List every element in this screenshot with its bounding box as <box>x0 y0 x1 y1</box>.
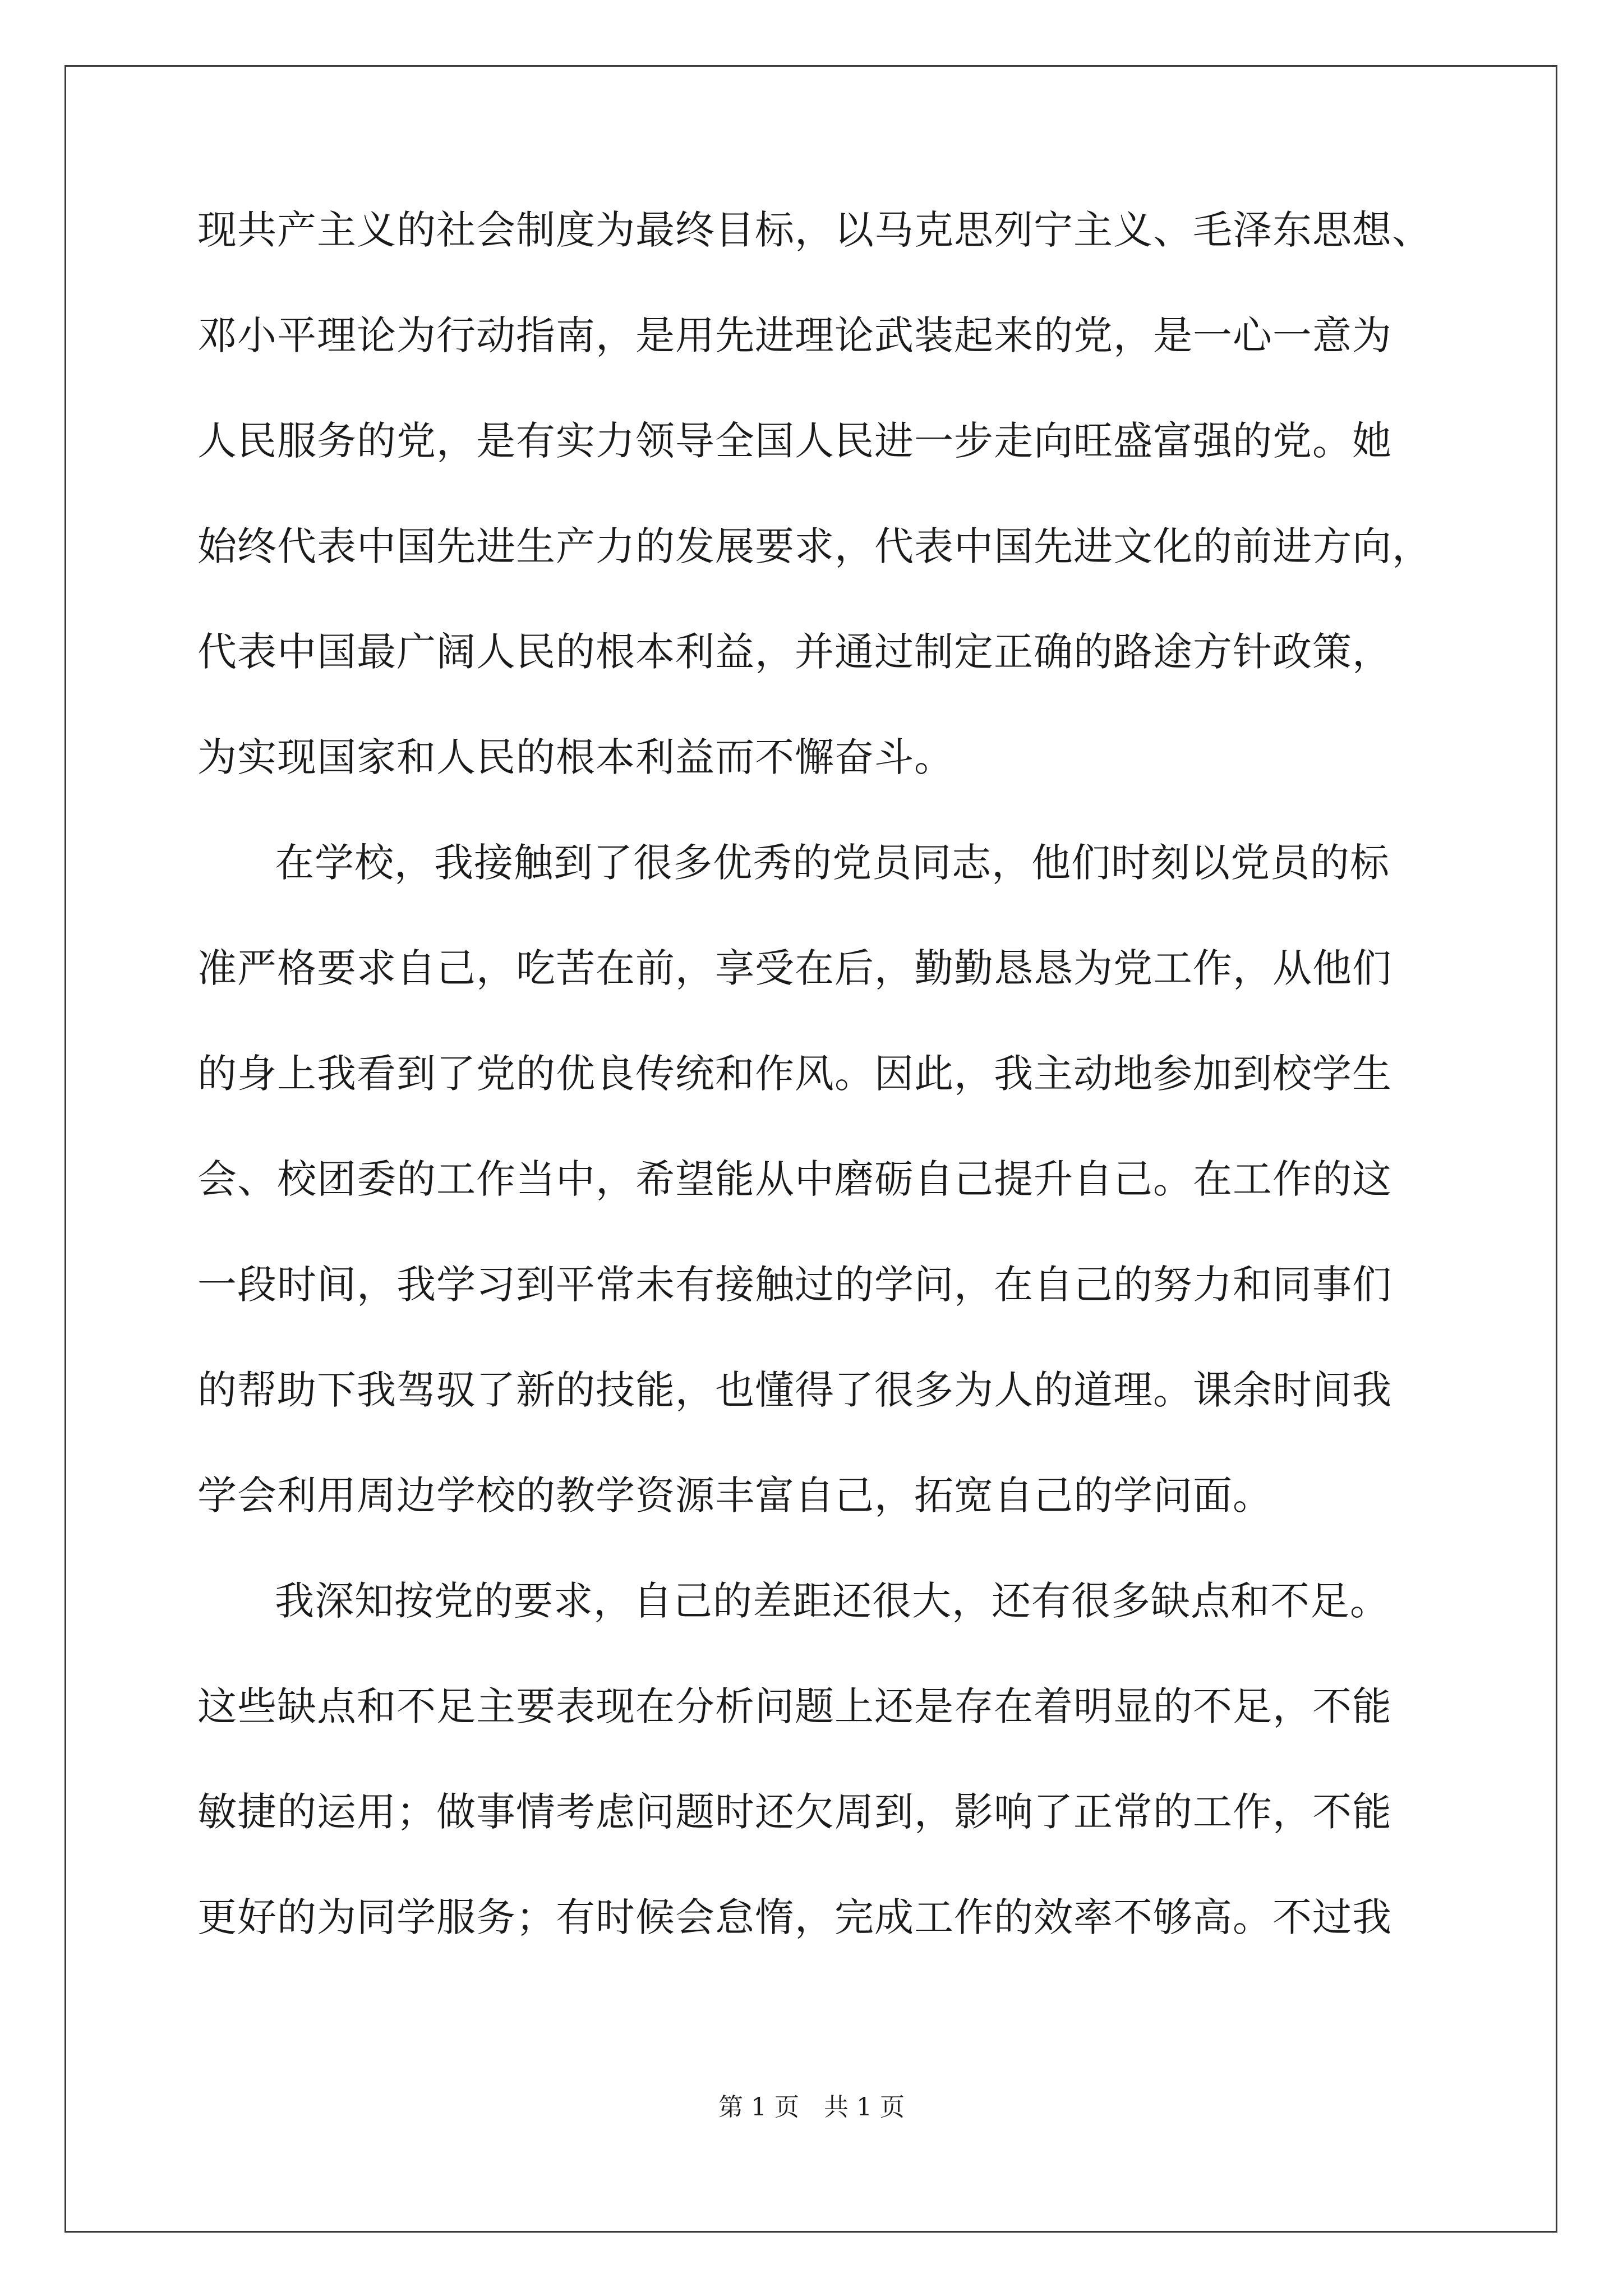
paragraph-2-line-7: 学会利用周边学校的教学资源丰富自己，拓宽自己的学问面。 <box>197 1473 1272 1519</box>
paragraph-1-line-4: 始终代表中国先进生产力的发展要求，代表中国先进文化的前进方向， <box>197 523 1432 569</box>
paragraph-1-line-5: 代表中国最广阔人民的根本利益，并通过制定正确的路途方针政策， <box>197 629 1392 675</box>
paragraph-1-line-3: 人民服务的党，是有实力领导全国人民进一步走向旺盛富强的党。她 <box>197 418 1392 464</box>
paragraph-2-line-4: 会、校团委的工作当中，希望能从中磨砺自己提升自己。在工作的这 <box>197 1156 1392 1202</box>
paragraph-2-line-1: 在学校，我接触到了很多优秀的党员同志，他们时刻以党员的标 <box>275 840 1390 886</box>
paragraph-1-line-6: 为实现国家和人民的根本利益而不懈奋斗。 <box>197 734 954 780</box>
paragraph-2-line-3: 的身上我看到了党的优良传统和作风。因此，我主动地参加到校学生 <box>197 1051 1392 1097</box>
paragraph-3-line-2: 这些缺点和不足主要表现在分析问题上还是存在着明显的不足，不能 <box>197 1683 1392 1729</box>
paragraph-2-line-5: 一段时间，我学习到平常未有接触过的学问，在自己的努力和同事们 <box>197 1262 1392 1308</box>
paragraph-3-line-4: 更好的为同学服务；有时候会怠惰，完成工作的效率不够高。不过我 <box>197 1894 1392 1940</box>
paragraph-1-line-1: 现共产主义的社会制度为最终目标，以马克思列宁主义、毛泽东思想、 <box>197 207 1432 253</box>
paragraph-3-line-3: 敏捷的运用；做事情考虑问题时还欠周到，影响了正常的工作，不能 <box>197 1789 1392 1835</box>
paragraph-3-line-1: 我深知按党的要求，自己的差距还很大，还有很多缺点和不足。 <box>275 1578 1390 1624</box>
paragraph-2-line-6: 的帮助下我驾驭了新的技能，也懂得了很多为人的道理。课余时间我 <box>197 1367 1392 1413</box>
paragraph-2-line-2: 准严格要求自己，吃苦在前，享受在后，勤勤恳恳为党工作，从他们 <box>197 945 1392 991</box>
paragraph-1-line-2: 邓小平理论为行动指南，是用先进理论武装起来的党，是一心一意为 <box>197 312 1392 358</box>
page-number-footer: 第 1 页 共 1 页 <box>718 2093 905 2122</box>
